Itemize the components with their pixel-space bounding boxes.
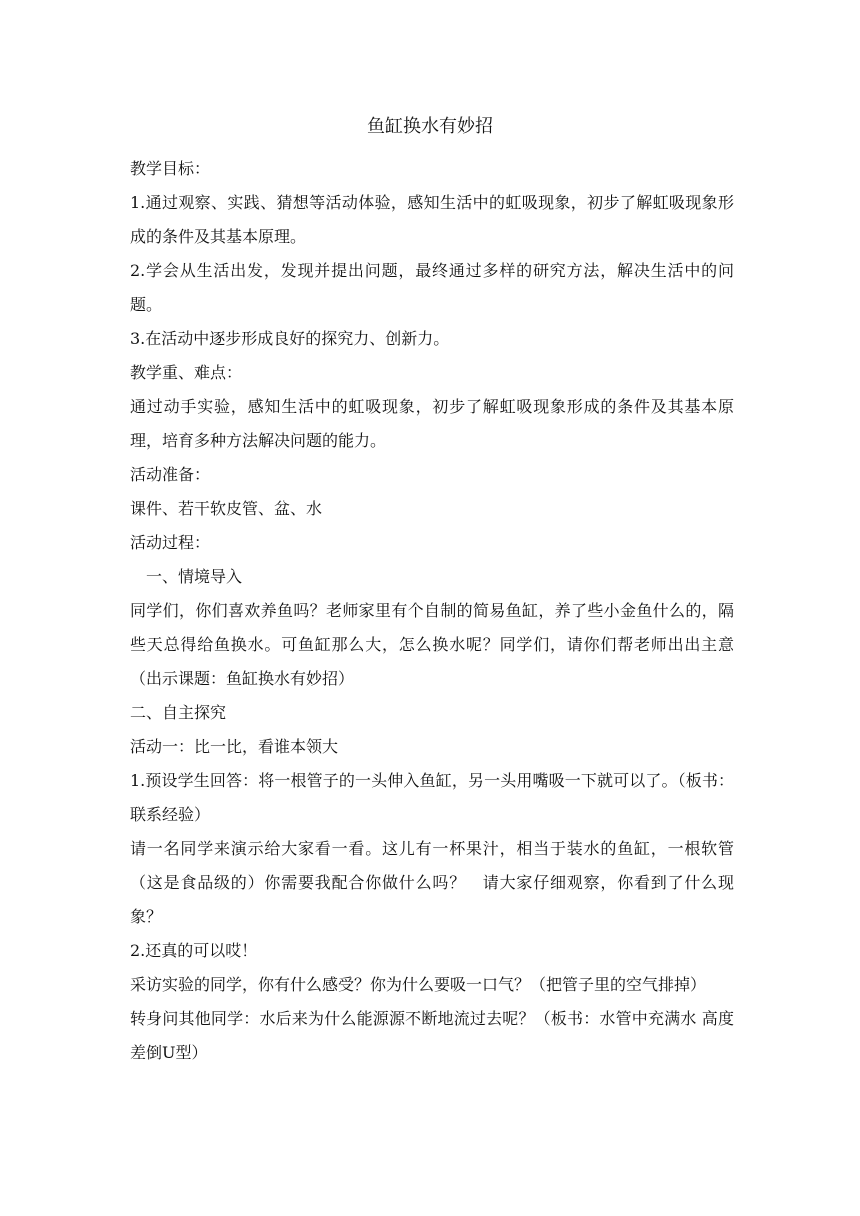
heading-key-points: 教学重、难点： <box>130 363 243 382</box>
activity-one-step-2: 2.还真的可以哎！ <box>130 941 258 960</box>
interview-text: 采访实验的同学，你有什么感受？你为什么要吸一口气？（把管子里的空气排掉） <box>130 975 707 994</box>
key-points-text: 通过动手实验，感知生活中的虹吸现象，初步了解虹吸现象形成的条件及其基本原理，培育多种方法解决问题的能力。 <box>130 397 734 450</box>
goal-item-1: 1.通过观察、实践、猜想等活动体验，感知生活中的虹吸现象，初步了解虹吸现象形成的条件及其基本原理。 <box>130 193 734 246</box>
document-body <box>130 152 734 1070</box>
question-others-text: 转身问其他同学：水后来为什么能源源不断地流过去呢？（板书：水管中充满水 高度差倒U型） <box>130 1009 734 1062</box>
demonstration-text: 请一名同学来演示给大家看一看。这儿有一杯果汁，相当于装水的鱼缸，一根软管（这是食品级的）你需要我配合你做什么吗？ 请大家仔细观察，你看到了什么现象？ <box>130 839 734 926</box>
section-self-exploration: 二、自主探究 <box>130 703 227 722</box>
heading-process: 活动过程： <box>130 533 211 552</box>
heading-teaching-goals: 教学目标： <box>130 159 211 178</box>
goal-item-2: 2.学会从生活出发，发现并提出问题，最终通过多样的研究方法，解决生活中的问题。 <box>130 261 734 314</box>
section-introduction: 一、情境导入 <box>146 567 243 586</box>
introduction-text: 同学们，你们喜欢养鱼吗？老师家里有个自制的简易鱼缸，养了些小金鱼什么的，隔些天总得给鱼换水。可鱼缸那么大，怎么换水呢？同学们，请你们帮老师出出主意（出示课题：鱼缸换水有妙招） <box>130 601 734 688</box>
document-title: 鱼缸换水有妙招 <box>367 116 493 137</box>
goal-item-3: 3.在活动中逐步形成良好的探究力、创新力。 <box>130 329 450 348</box>
heading-preparation: 活动准备： <box>130 465 211 484</box>
activity-one-step-1: 1.预设学生回答：将一根管子的一头伸入鱼缸，另一头用嘴吸一下就可以了。（板书：联系经验） <box>130 771 734 824</box>
activity-one-heading: 活动一：比一比，看谁本领大 <box>130 737 339 756</box>
preparation-text: 课件、若干软皮管、盆、水 <box>130 499 323 518</box>
